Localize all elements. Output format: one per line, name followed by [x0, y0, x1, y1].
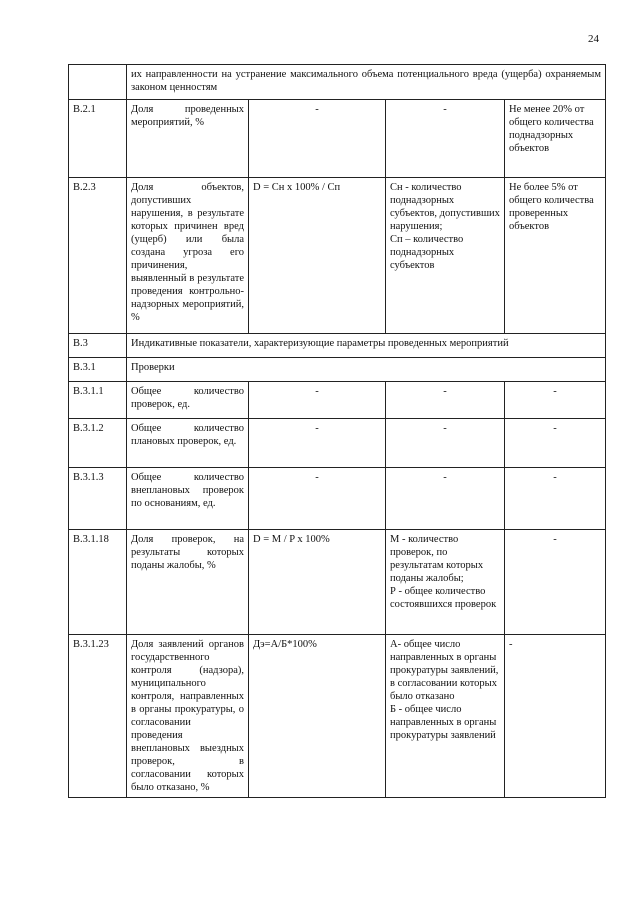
indicator-name: Доля заявлений органов государственного контроля (надзора), муниципального контроля, направленных в органы прокуратуры, о согласовании проведения внеплановых выездных проверок, в согласовании которых было отказано, % [127, 635, 249, 798]
target-cell: - [505, 530, 606, 635]
target-cell: - [505, 635, 606, 798]
row-code: В.3.1.18 [69, 530, 127, 635]
table-row [69, 100, 606, 178]
table-row [69, 65, 606, 100]
table-row [69, 358, 606, 382]
comment-cell: Сн - количество поднадзорных субъектов, допустивших нарушения; Сп – количество поднадзорных субъектов [386, 178, 505, 334]
comment-cell: М - количество проверок, по результатам которых поданы жалобы; Р - общее количество состоявшихся проверок [386, 530, 505, 635]
table-row [69, 334, 606, 358]
row-code: В.2.1 [69, 100, 127, 178]
comment-cell: А- общее число направленных в органы прокуратуры заявлений, в согласовании которых было отказано Б - общее число направленных в органы прокуратуры заявлений [386, 635, 505, 798]
target-cell: - [505, 468, 606, 530]
row-code [69, 65, 127, 100]
formula-cell: - [249, 419, 386, 468]
table-row [69, 419, 606, 468]
target-cell: - [505, 382, 606, 419]
formula-cell: D = M / P x 100% [249, 530, 386, 635]
indicator-name: Доля объектов, допустивших нарушения, в результате которых причинен вред (ущерб) или была создана угроза его причинения, выявленный в результате проведения контрольно-надзорных мероприятий, % [127, 178, 249, 334]
indicators-table [68, 64, 606, 798]
comment-cell: - [386, 382, 505, 419]
row-code: В.3.1.1 [69, 382, 127, 419]
formula-cell: - [249, 382, 386, 419]
target-cell: - [505, 419, 606, 468]
comment-cell: - [386, 468, 505, 530]
row-code: В.3.1.3 [69, 468, 127, 530]
row-code: В.3.1.23 [69, 635, 127, 798]
indicator-name: Общее количество плановых проверок, ед. [127, 419, 249, 468]
row-code: В.3.1.2 [69, 419, 127, 468]
table-row [69, 178, 606, 334]
formula-cell: - [249, 100, 386, 178]
indicator-name: Общее количество внеплановых проверок по основаниям, ед. [127, 468, 249, 530]
section-title: Проверки [127, 358, 606, 382]
target-cell: Не более 5% от общего количества проверенных объектов [505, 178, 606, 334]
formula-cell: D = Сн x 100% / Сп [249, 178, 386, 334]
section-title: Индикативные показатели, характеризующие параметры проведенных мероприятий [127, 334, 606, 358]
table-row [69, 635, 606, 798]
target-cell: Не менее 20% от общего количества поднадзорных объектов [505, 100, 606, 178]
formula-cell: - [249, 468, 386, 530]
indicator-name: Доля проверок, на результаты которых поданы жалобы, % [127, 530, 249, 635]
table-row [69, 530, 606, 635]
section-code: В.3.1 [69, 358, 127, 382]
row-code: В.2.3 [69, 178, 127, 334]
intro-text: их направленности на устранение максимального объема потенциального вреда (ущерба) охраняемым законом ценностям [127, 65, 606, 100]
table-row [69, 382, 606, 419]
table-row [69, 468, 606, 530]
page-number: 24 [588, 33, 599, 45]
indicator-name: Доля проведенных мероприятий, % [127, 100, 249, 178]
section-code: В.3 [69, 334, 127, 358]
indicator-name: Общее количество проверок, ед. [127, 382, 249, 419]
comment-cell: - [386, 419, 505, 468]
formula-cell: Дэ=А/Б*100% [249, 635, 386, 798]
comment-cell: - [386, 100, 505, 178]
